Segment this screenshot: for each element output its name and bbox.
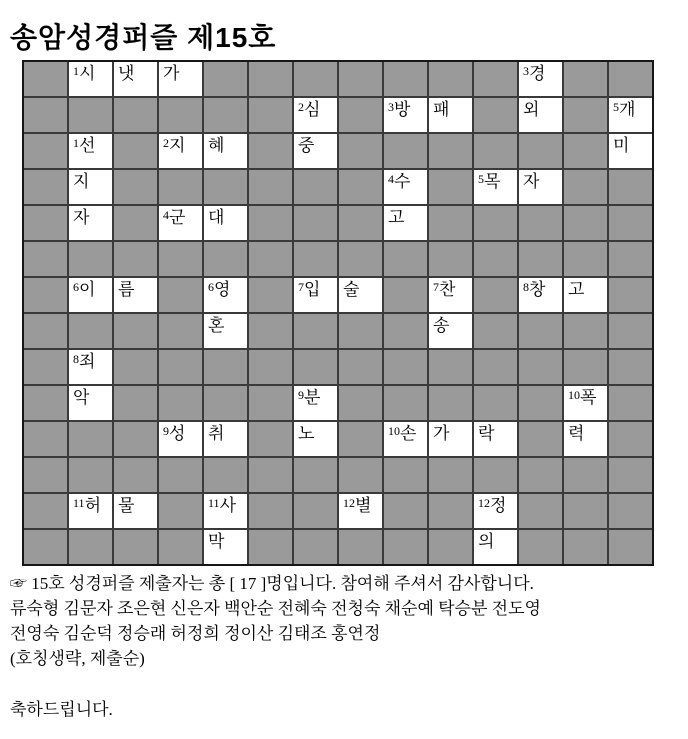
block-cell: [159, 494, 202, 528]
block-cell: [159, 278, 202, 312]
cell-letter: 패: [433, 100, 450, 119]
clue-number: 10: [568, 388, 580, 402]
block-cell: [159, 350, 202, 384]
block-cell: [519, 422, 562, 456]
block-cell: [339, 386, 382, 420]
letter-cell: [294, 278, 337, 312]
cell-letter: 악: [73, 388, 90, 407]
block-cell: [159, 530, 202, 564]
block-cell: [429, 170, 472, 204]
block-cell: [294, 206, 337, 240]
block-cell: [519, 314, 562, 348]
letter-cell: [519, 62, 562, 96]
block-cell: [429, 350, 472, 384]
block-cell: [564, 350, 607, 384]
clue-number: 11: [208, 496, 220, 510]
block-cell: [204, 98, 247, 132]
letter-cell: [294, 134, 337, 168]
block-cell: [609, 422, 652, 456]
clue-number: 1: [73, 136, 79, 150]
block-cell: [249, 458, 292, 492]
congratulations-line: 축하드립니다.: [10, 700, 113, 719]
cell-letter: 심: [304, 100, 321, 119]
block-cell: [519, 242, 562, 276]
block-cell: [294, 314, 337, 348]
block-cell: [339, 98, 382, 132]
block-cell: [519, 494, 562, 528]
clue-number: 2: [298, 100, 304, 114]
block-cell: [294, 242, 337, 276]
block-cell: [69, 242, 112, 276]
block-cell: [249, 314, 292, 348]
letter-cell: [429, 422, 472, 456]
cell-letter: 외: [523, 100, 540, 119]
block-cell: [429, 62, 472, 96]
cell-letter: 락: [478, 424, 495, 443]
block-cell: [24, 458, 67, 492]
letter-cell: [609, 98, 652, 132]
clue-number: 1: [73, 64, 79, 78]
letter-cell: [519, 278, 562, 312]
block-cell: [204, 170, 247, 204]
block-cell: [24, 206, 67, 240]
block-cell: [249, 206, 292, 240]
block-cell: [339, 242, 382, 276]
block-cell: [249, 494, 292, 528]
block-cell: [24, 170, 67, 204]
letter-cell: [519, 170, 562, 204]
letter-cell: [69, 134, 112, 168]
block-cell: [69, 458, 112, 492]
block-cell: [609, 314, 652, 348]
block-cell: [294, 170, 337, 204]
block-cell: [114, 422, 157, 456]
letter-cell: [114, 62, 157, 96]
letter-cell: [114, 494, 157, 528]
clue-number: 6: [73, 280, 79, 294]
block-cell: [564, 98, 607, 132]
block-cell: [249, 530, 292, 564]
cell-letter: 입: [304, 280, 321, 299]
block-cell: [114, 386, 157, 420]
block-cell: [249, 350, 292, 384]
cell-letter: 선: [79, 136, 96, 155]
clue-number: 5: [478, 172, 484, 186]
cell-letter: 군: [169, 208, 186, 227]
block-cell: [339, 314, 382, 348]
clue-number: 7: [298, 280, 304, 294]
clue-number: 8: [73, 352, 79, 366]
letter-cell: [204, 134, 247, 168]
cell-letter: 분: [304, 388, 321, 407]
block-cell: [609, 494, 652, 528]
block-cell: [114, 170, 157, 204]
block-cell: [204, 458, 247, 492]
block-cell: [474, 242, 517, 276]
block-cell: [24, 278, 67, 312]
block-cell: [564, 314, 607, 348]
block-cell: [24, 386, 67, 420]
name-order-note: (호칭생략, 제출순): [10, 649, 145, 668]
block-cell: [519, 350, 562, 384]
block-cell: [339, 422, 382, 456]
block-cell: [24, 350, 67, 384]
block-cell: [384, 62, 427, 96]
cell-letter: 지: [73, 172, 90, 191]
block-cell: [564, 458, 607, 492]
block-cell: [609, 278, 652, 312]
letter-cell: [204, 530, 247, 564]
block-cell: [114, 314, 157, 348]
block-cell: [474, 134, 517, 168]
block-cell: [564, 242, 607, 276]
page-title: 송암성경퍼즐 제15호: [10, 22, 277, 53]
letter-cell: [159, 422, 202, 456]
cell-letter: 죄: [79, 352, 96, 371]
block-cell: [294, 62, 337, 96]
letter-cell: [159, 62, 202, 96]
block-cell: [114, 458, 157, 492]
block-cell: [564, 530, 607, 564]
block-cell: [384, 458, 427, 492]
letter-cell: [429, 278, 472, 312]
letter-cell: [159, 134, 202, 168]
letter-cell: [204, 494, 247, 528]
cell-letter: 가: [433, 424, 450, 443]
clue-number: 9: [298, 388, 304, 402]
cell-letter: 자: [523, 172, 540, 191]
cell-letter: 자: [73, 208, 90, 227]
letter-cell: [69, 386, 112, 420]
block-cell: [339, 458, 382, 492]
block-cell: [204, 242, 247, 276]
letter-cell: [294, 422, 337, 456]
cell-letter: 혜: [208, 136, 225, 155]
block-cell: [384, 530, 427, 564]
letter-cell: [204, 422, 247, 456]
block-cell: [564, 134, 607, 168]
cell-letter: 방: [394, 100, 411, 119]
cell-letter: 술: [343, 280, 360, 299]
block-cell: [69, 422, 112, 456]
letter-cell: [474, 170, 517, 204]
clue-number: 3: [523, 64, 529, 78]
clue-number: 4: [388, 172, 394, 186]
cell-letter: 송: [433, 316, 450, 335]
cell-letter: 허: [84, 496, 101, 515]
cell-letter: 냇: [118, 64, 135, 83]
block-cell: [114, 98, 157, 132]
block-cell: [474, 278, 517, 312]
cell-letter: 손: [400, 424, 417, 443]
clue-number: 9: [163, 424, 169, 438]
block-cell: [114, 206, 157, 240]
block-cell: [519, 134, 562, 168]
clue-number: 12: [478, 496, 490, 510]
letter-cell: [69, 350, 112, 384]
letter-cell: [564, 422, 607, 456]
block-cell: [249, 170, 292, 204]
block-cell: [609, 242, 652, 276]
block-cell: [564, 170, 607, 204]
cell-letter: 찬: [439, 280, 456, 299]
letter-cell: [564, 278, 607, 312]
block-cell: [609, 530, 652, 564]
block-cell: [159, 458, 202, 492]
block-cell: [564, 62, 607, 96]
block-cell: [24, 242, 67, 276]
block-cell: [294, 494, 337, 528]
cell-letter: 시: [79, 64, 96, 83]
block-cell: [159, 170, 202, 204]
letter-cell: [474, 422, 517, 456]
block-cell: [339, 350, 382, 384]
letter-cell: [564, 386, 607, 420]
block-cell: [384, 350, 427, 384]
cell-letter: 경: [529, 64, 546, 83]
block-cell: [249, 422, 292, 456]
block-cell: [609, 350, 652, 384]
block-cell: [519, 206, 562, 240]
block-cell: [69, 98, 112, 132]
block-cell: [114, 530, 157, 564]
letter-cell: [114, 278, 157, 312]
cell-letter: 혼: [208, 316, 225, 335]
block-cell: [294, 530, 337, 564]
clue-number: 3: [388, 100, 394, 114]
cell-letter: 창: [529, 280, 546, 299]
cell-letter: 영: [214, 280, 231, 299]
cell-letter: 고: [568, 280, 585, 299]
block-cell: [609, 170, 652, 204]
crossword-grid: [22, 60, 654, 566]
block-cell: [249, 62, 292, 96]
block-cell: [339, 530, 382, 564]
letter-cell: [519, 98, 562, 132]
clue-number: 5: [613, 100, 619, 114]
clue-number: 6: [208, 280, 214, 294]
block-cell: [474, 314, 517, 348]
block-cell: [24, 98, 67, 132]
block-cell: [564, 494, 607, 528]
clue-number: 4: [163, 208, 169, 222]
block-cell: [384, 134, 427, 168]
block-cell: [429, 206, 472, 240]
letter-cell: [294, 98, 337, 132]
letter-cell: [69, 206, 112, 240]
block-cell: [339, 134, 382, 168]
block-cell: [474, 206, 517, 240]
block-cell: [159, 314, 202, 348]
cell-letter: 정: [490, 496, 507, 515]
block-cell: [384, 242, 427, 276]
block-cell: [159, 242, 202, 276]
letter-cell: [384, 98, 427, 132]
letter-cell: [204, 278, 247, 312]
cell-letter: 름: [118, 280, 135, 299]
block-cell: [474, 98, 517, 132]
letter-cell: [474, 494, 517, 528]
block-cell: [114, 350, 157, 384]
block-cell: [429, 134, 472, 168]
letter-cell: [204, 206, 247, 240]
cell-letter: 막: [208, 532, 225, 551]
cell-letter: 중: [298, 136, 315, 155]
cell-letter: 개: [619, 100, 636, 119]
cell-letter: 물: [118, 496, 135, 515]
block-cell: [384, 494, 427, 528]
cell-letter: 폭: [580, 388, 597, 407]
block-cell: [609, 458, 652, 492]
submitters-names-line-2: 전영숙 김순덕 정승래 허정희 정이산 김태조 홍연정: [10, 624, 381, 643]
block-cell: [429, 458, 472, 492]
block-cell: [339, 62, 382, 96]
block-cell: [24, 422, 67, 456]
block-cell: [69, 530, 112, 564]
block-cell: [24, 134, 67, 168]
block-cell: [474, 386, 517, 420]
block-cell: [384, 314, 427, 348]
cell-letter: 가: [163, 64, 180, 83]
cell-letter: 력: [568, 424, 585, 443]
letter-cell: [384, 206, 427, 240]
letter-cell: [609, 134, 652, 168]
letter-cell: [474, 530, 517, 564]
cell-letter: 지: [169, 136, 186, 155]
cell-letter: 이: [79, 280, 96, 299]
block-cell: [519, 386, 562, 420]
block-cell: [609, 386, 652, 420]
cell-letter: 취: [208, 424, 225, 443]
cell-letter: 목: [484, 172, 501, 191]
cell-letter: 미: [613, 136, 630, 155]
submitters-summary-line: ☞ 15호 성경퍼즐 제출자는 총 [ 17 ]명입니다. 참여해 주셔서 감사합니다.: [10, 574, 534, 593]
block-cell: [429, 494, 472, 528]
block-cell: [294, 458, 337, 492]
block-cell: [24, 62, 67, 96]
block-cell: [519, 530, 562, 564]
block-cell: [474, 458, 517, 492]
block-cell: [609, 206, 652, 240]
block-cell: [204, 386, 247, 420]
letter-cell: [339, 494, 382, 528]
block-cell: [384, 386, 427, 420]
block-cell: [249, 134, 292, 168]
block-cell: [159, 98, 202, 132]
cell-letter: 사: [219, 496, 236, 515]
clue-number: 7: [433, 280, 439, 294]
block-cell: [159, 386, 202, 420]
letter-cell: [69, 62, 112, 96]
clue-number: 2: [163, 136, 169, 150]
block-cell: [249, 242, 292, 276]
letter-cell: [69, 278, 112, 312]
block-cell: [429, 242, 472, 276]
letter-cell: [159, 206, 202, 240]
block-cell: [294, 350, 337, 384]
letter-cell: [339, 278, 382, 312]
letter-cell: [429, 98, 472, 132]
block-cell: [69, 314, 112, 348]
letter-cell: [69, 170, 112, 204]
cell-letter: 노: [298, 424, 315, 443]
block-cell: [564, 206, 607, 240]
block-cell: [114, 242, 157, 276]
cell-letter: 의: [478, 532, 495, 551]
footer-text: [10, 571, 680, 722]
block-cell: [24, 530, 67, 564]
block-cell: [429, 386, 472, 420]
block-cell: [339, 206, 382, 240]
block-cell: [24, 494, 67, 528]
letter-cell: [384, 422, 427, 456]
cell-letter: 고: [388, 208, 405, 227]
letter-cell: [69, 494, 112, 528]
clue-number: 11: [73, 496, 85, 510]
block-cell: [474, 62, 517, 96]
block-cell: [519, 458, 562, 492]
block-cell: [249, 98, 292, 132]
block-cell: [609, 62, 652, 96]
letter-cell: [294, 386, 337, 420]
letter-cell: [204, 314, 247, 348]
submitters-names-line-1: 류숙형 김문자 조은현 신은자 백안순 전혜숙 전청숙 채순예 탁승분 전도영: [10, 599, 541, 618]
cell-letter: 별: [355, 496, 372, 515]
cell-letter: 성: [169, 424, 186, 443]
block-cell: [24, 314, 67, 348]
block-cell: [204, 350, 247, 384]
block-cell: [474, 350, 517, 384]
block-cell: [114, 134, 157, 168]
cell-letter: 대: [208, 208, 225, 227]
block-cell: [249, 386, 292, 420]
letter-cell: [429, 314, 472, 348]
cell-letter: 수: [394, 172, 411, 191]
clue-number: 12: [343, 496, 355, 510]
block-cell: [384, 278, 427, 312]
clue-number: 8: [523, 280, 529, 294]
block-cell: [429, 530, 472, 564]
clue-number: 10: [388, 424, 400, 438]
letter-cell: [384, 170, 427, 204]
block-cell: [204, 62, 247, 96]
block-cell: [339, 170, 382, 204]
block-cell: [249, 278, 292, 312]
